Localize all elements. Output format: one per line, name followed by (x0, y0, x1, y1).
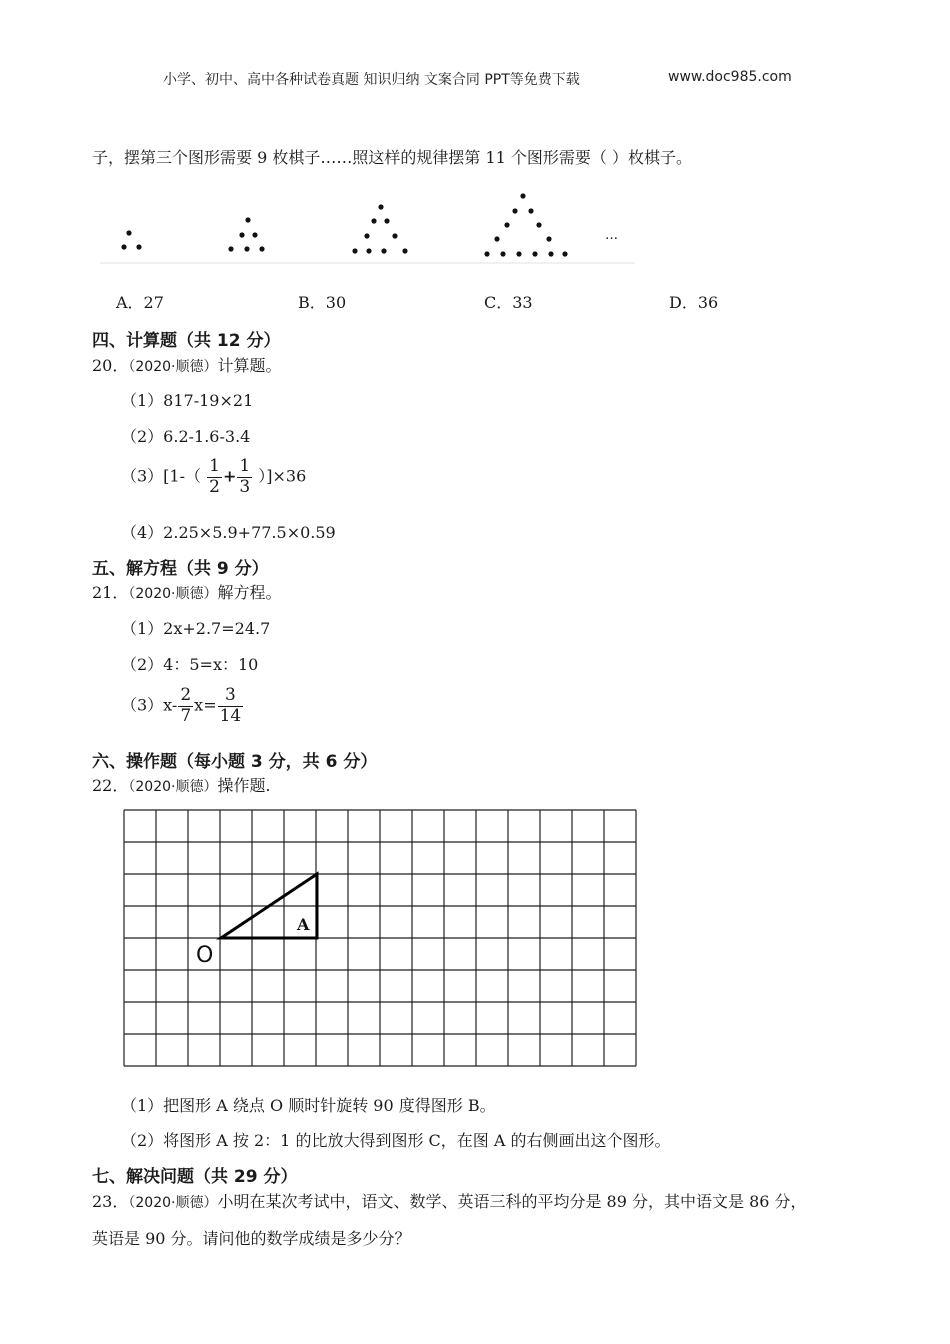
option-c[interactable]: C．33 (484, 293, 533, 312)
q21-item-2: （2）4：5=x：10 (121, 655, 259, 674)
q21-item-3-prefix: （3）x- (121, 695, 178, 715)
q23-source: （2020·顺德） (128, 1195, 218, 1211)
q22-sub-1: （1）把图形 A 绕点 O 顺时针旋转 90 度得图形 B。 (121, 1096, 496, 1115)
q20-text: 计算题。 (217, 356, 282, 375)
pattern-shape-3 (352, 204, 407, 253)
q21-number: 21． (92, 583, 129, 602)
q21-item-1: （1）2x+2.7=24.7 (121, 619, 271, 638)
label-a: A (297, 915, 310, 934)
q23-number: 23． (92, 1192, 129, 1211)
q20-item-1: （1）817-19×21 (121, 391, 254, 410)
fraction-one-third: $\frac{1}{3}$ (239, 456, 251, 497)
section-6-title: 六、操作题（每小题 3 分，共 6 分） (92, 752, 378, 772)
q20-number: 20． (92, 356, 129, 375)
plus-sign: + (222, 466, 237, 486)
header-site-link[interactable]: www.doc985.com (668, 69, 792, 85)
q19-text: 子，摆第三个图形需要 9 枚棋子……照这样的规律摆第 11 个图形需要（ ）枚棋子。 (92, 148, 692, 167)
option-b[interactable]: B．30 (298, 293, 347, 312)
option-d[interactable]: D．36 (669, 293, 719, 312)
header-slogan: 小学、初中、高中各种试卷真题 知识归纳 文案合同 PPT等免费下载 (163, 72, 580, 88)
q22-text: 操作题. (217, 776, 271, 795)
section-4-title: 四、计算题（共 12 分） (92, 331, 281, 351)
q20-source: （2020·顺德） (128, 359, 218, 375)
pattern-shape-4 (484, 193, 567, 256)
q20-item-4: （4）2.25×5.9+77.5×0.59 (121, 523, 336, 542)
pattern-figure (95, 185, 635, 265)
q21-source: （2020·顺德） (128, 586, 218, 602)
label-o: O (196, 943, 214, 968)
pattern-shape-1 (121, 230, 141, 249)
grid-lines (124, 810, 636, 1066)
grid-figure (120, 806, 640, 1068)
q20-prompt (92, 353, 281, 376)
q21-item-3-mid: x= (194, 695, 217, 715)
q22-source: （2020·顺德） (128, 779, 218, 795)
q21-prompt (92, 580, 281, 603)
option-a[interactable]: A．27 (116, 293, 164, 312)
q20-item-3-prefix: （3）[1-（ (121, 466, 202, 486)
q22-prompt (92, 773, 271, 796)
q20-item-2: （2）6.2-1.6-3.4 (121, 427, 251, 446)
pattern-shape-2 (228, 217, 264, 251)
q21-text: 解方程。 (217, 583, 282, 602)
q20-item-3-suffix: ）]×36 (258, 466, 307, 486)
q23-text: 小明在某次考试中，语文、数学、英语三科的平均分是 89 分，其中语文是 86 分， (217, 1192, 807, 1211)
pattern-ellipsis: … (605, 228, 618, 243)
section-7-title: 七、解决问题（共 29 分） (92, 1167, 298, 1187)
fraction-three-fourteenths: $\frac{3}{14}$ (219, 685, 242, 726)
q20-item-3 (121, 457, 306, 497)
section-5-title: 五、解方程（共 9 分） (92, 559, 269, 579)
fraction-one-half: $\frac{1}{2}$ (209, 456, 220, 497)
q22-number: 22． (92, 776, 129, 795)
q23-text-line-2: 英语是 90 分。请问他的数学成绩是多少分？ (92, 1229, 411, 1248)
fraction-two-sevenths: $\frac{2}{7}$ (180, 685, 192, 726)
q21-item-3 (121, 686, 244, 726)
q22-sub-2: （2）将图形 A 按 2：1 的比放大得到图形 C，在图 A 的右侧画出这个图形。 (121, 1131, 671, 1150)
q23-prompt (92, 1189, 807, 1212)
